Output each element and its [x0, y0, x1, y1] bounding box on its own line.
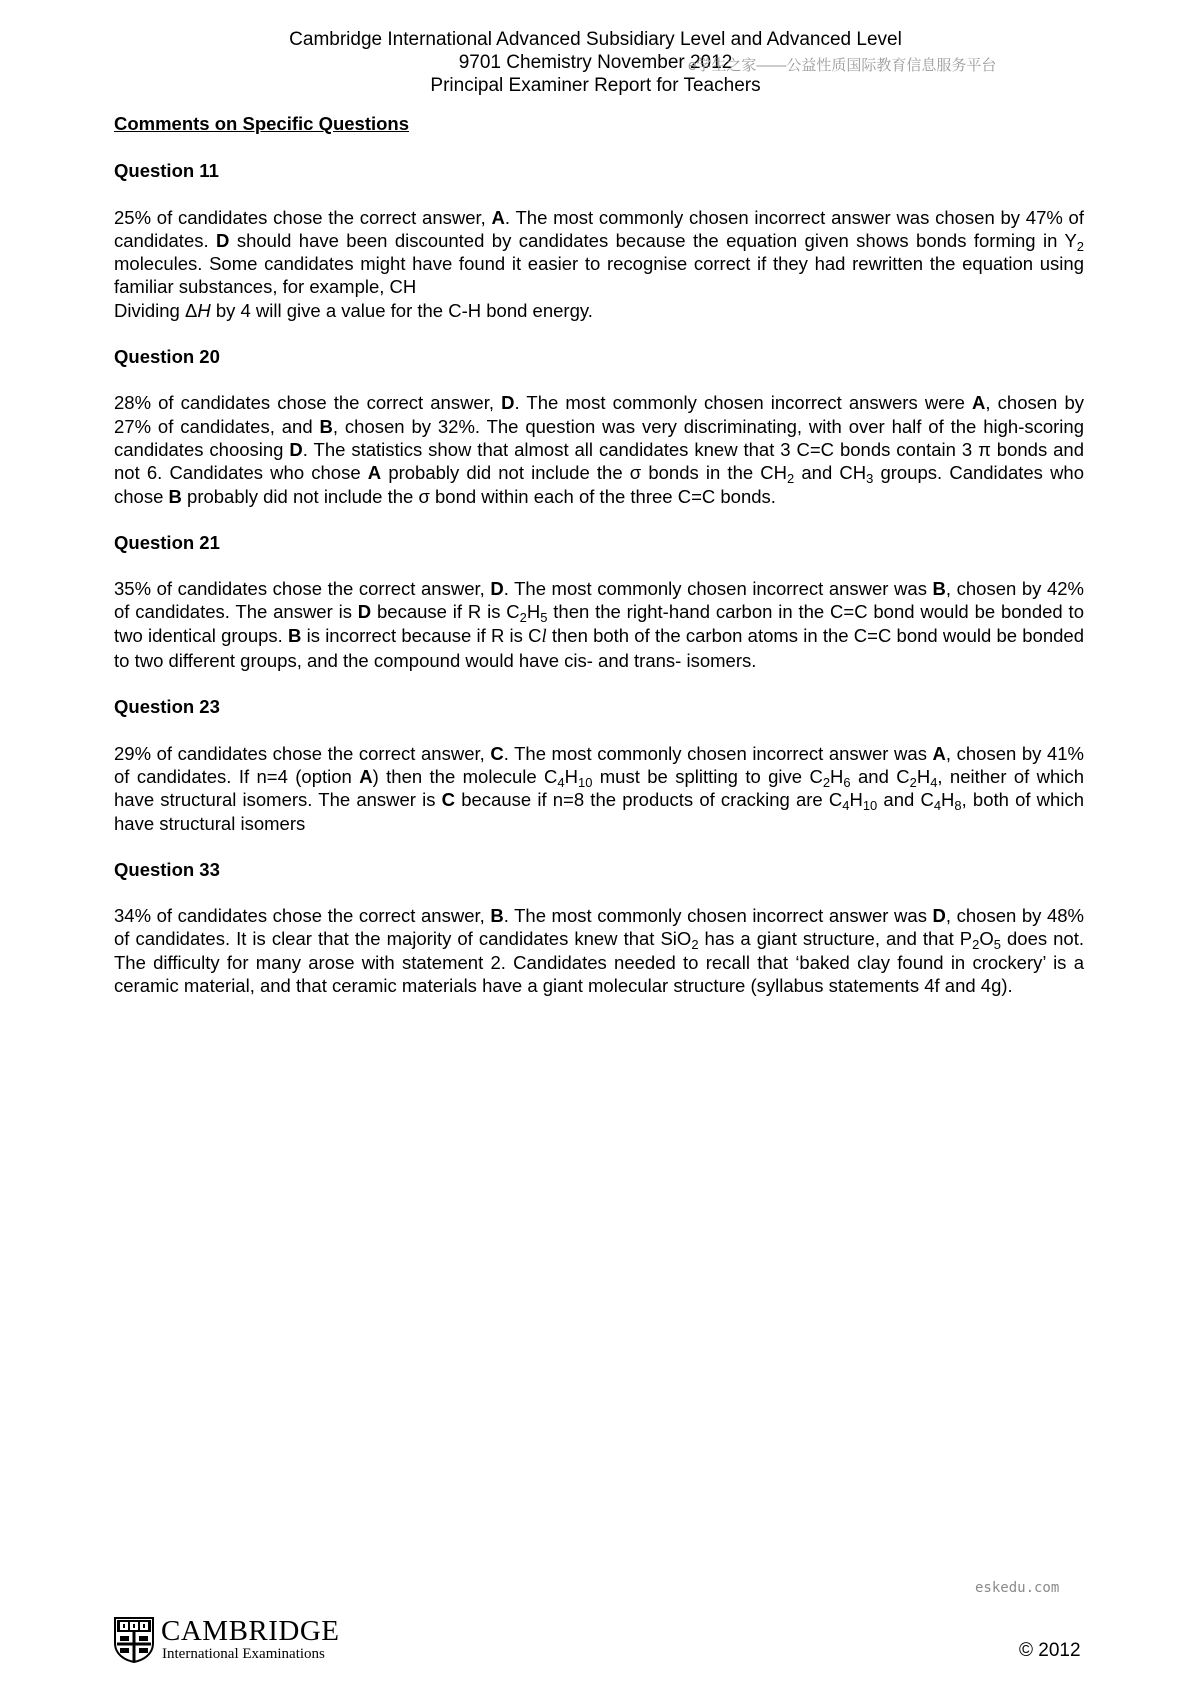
- section-title: Comments on Specific Questions: [114, 113, 410, 134]
- report-body: [114, 112, 1084, 1020]
- question-heading: Question 23: [114, 696, 220, 718]
- question-heading: Question 11: [114, 160, 219, 182]
- watermark: e学生之家——公益性质国际教育信息服务平台: [688, 57, 997, 74]
- question-paragraph: 28% of candidates chose the correct answer, D. The most commonly chosen incorrect answers were A, chosen by 27% of candidates, and B, chosen by 32%. The question was very discriminating, with over half of the high-scoring candidates choosing D. The statistics show that almost all candidates knew that 3 C=C bonds contain 3 π bonds and not 6. Candidates who chose A probably did not include the σ bonds in the $CH_2$ and $CH_3$ groups. Candidates who chose B probably did not include the σ bond within each of the three C=C bonds.: [114, 392, 1085, 507]
- question-paragraph: 34% of candidates chose the correct answer, B. The most commonly chosen incorrect answer was D, chosen by 48% of candidates. It is clear that the majority of candidates knew that SiO$_2$ has a giant structure, and that $P_2O_5$ does not. The difficulty for many arose with statement 2. Candidates needed to recall that ‘baked clay found in crockery’ is a ceramic material, and that ceramic materials have a giant molecular structure (syllabus statements 4f and 4g).: [114, 905, 1084, 997]
- page-header: [0, 28, 1191, 97]
- question-paragraph: 25% of candidates chose the correct answer, A. The most commonly chosen incorrect answer was chosen by 47% of candidates. D should have been discounted by candidates because the equation given shows bonds forming in $Y_2$ molecules. Some candidates might have found it easier to recognise correct if they had rewritten the equation using familiar substances, for example, CH Dividing ΔH by 4 will give a value for the C-H bond energy.: [114, 206, 1084, 321]
- question-heading: Question 20: [114, 346, 220, 368]
- crest-icon: [114, 1617, 154, 1663]
- question-paragraph: 35% of candidates chose the correct answer, D. The most commonly chosen incorrect answer was B, chosen by 42% of candidates. The answer is D because if R is $C_2H_5$ then the right-hand carbon in the C=C bond would be bonded to two identical groups. B is incorrect because if R is Cl then both of the carbon atoms in the C=C bond would be bonded to two different groups, and the compound would have cis- and trans- isomers.: [114, 578, 1084, 672]
- footer-site-text: eskedu.com: [975, 1580, 1060, 1596]
- question-heading: Question 21: [114, 531, 220, 553]
- header-line-1: Cambridge International Advanced Subsidiary Level and Advanced Level: [289, 29, 902, 50]
- question-paragraph: 29% of candidates chose the correct answer, C. The most commonly chosen incorrect answer was A, chosen by 41% of candidates. If n=4 (option A) then the molecule $C_4H_{10}$ must be splitting to give $C_2H_6$ and $C_2H_4$, neither of which have structural isomers. The answer is C because if n=8 the products of cracking are $C_4H_{10}$ and $C_4H_8$, both of which have structural isomers: [114, 742, 1084, 834]
- copyright-notice: © 2012: [1019, 1640, 1081, 1661]
- header-line-2: 9701 Chemistry November 2012: [458, 52, 733, 73]
- logo-name: CAMBRIDGE: [161, 1615, 340, 1647]
- question-heading: Question 33: [114, 858, 220, 880]
- logo-subtitle: International Examinations: [162, 1646, 325, 1662]
- header-line-3: Principal Examiner Report for Teachers: [430, 75, 761, 96]
- cambridge-logo: [114, 1615, 354, 1667]
